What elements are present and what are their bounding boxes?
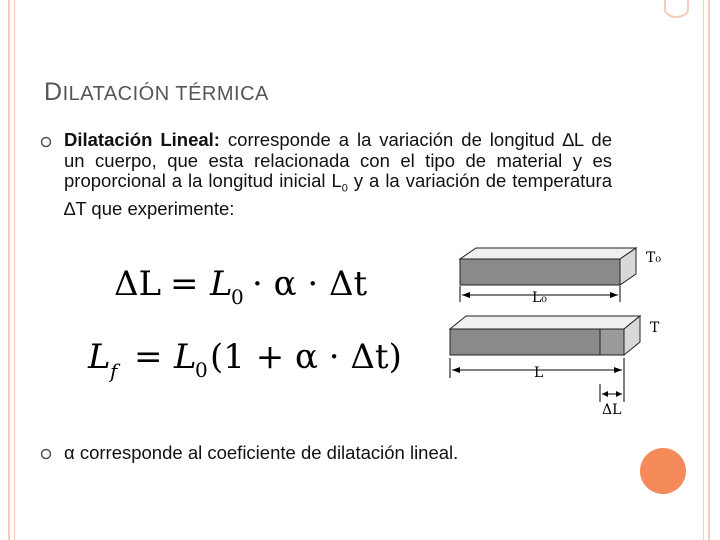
formula1-lhs: ΔL [114, 264, 162, 304]
formula-lf [87, 337, 402, 383]
decorative-circle-top [664, 0, 689, 18]
formula2-rest: (1 + α · Δt) [210, 337, 402, 377]
slide-title [44, 78, 269, 107]
bullet-dilatacion-lineal [64, 130, 612, 240]
formula1-rest: · α · Δt [252, 264, 368, 304]
bullet-alpha-definition: α corresponde al coeficiente de dilatación lineal. [64, 442, 459, 463]
bar-expanded [450, 316, 640, 355]
label-t0: T₀ [646, 250, 661, 266]
term-dilatacion-lineal: Dilatación Lineal: [64, 129, 220, 150]
formula1-equals: = [170, 264, 199, 304]
formula2-subf: f [110, 359, 118, 383]
formula2-equals: = [134, 337, 163, 377]
label-delta-l: ΔL [602, 402, 622, 418]
bullet1-text-d: que experimente: [86, 198, 235, 220]
formula2-l0: L [174, 337, 197, 377]
expansion-diagram [440, 240, 680, 420]
bullet-circle-icon [40, 448, 52, 460]
formula-delta-l [114, 264, 368, 309]
formula2-sub0: 0 [195, 358, 208, 382]
bullet1-text-c: y a la variación de temperatura [347, 170, 612, 191]
label-t: T [650, 320, 660, 336]
subscript-0: 0 [341, 182, 348, 195]
delta-t-symbol: ∆T [64, 198, 87, 220]
label-l: L [534, 365, 544, 381]
formula1-sub0: 0 [231, 285, 244, 309]
title-initial: D [44, 78, 63, 106]
formulas [88, 250, 420, 383]
bullet-circle-icon [40, 136, 52, 148]
label-l0: L₀ [532, 290, 547, 306]
delta-l-symbol: ∆L [562, 129, 584, 150]
formula1-l: L [210, 264, 233, 304]
formula2-l: L [88, 337, 111, 377]
decorative-circle-bottom [640, 448, 686, 494]
dimension-delta-l [600, 384, 622, 402]
bar-initial [460, 248, 636, 285]
bullet1-text-a: corresponde a la variación de longitud [219, 129, 563, 150]
title-rest: ILATACIÓN TÉRMICA [62, 83, 269, 105]
bullet1-text-b: de un cuerpo, que esta relacionada con el tipo de material y es proporcional a la longitud inicial L [64, 129, 613, 191]
